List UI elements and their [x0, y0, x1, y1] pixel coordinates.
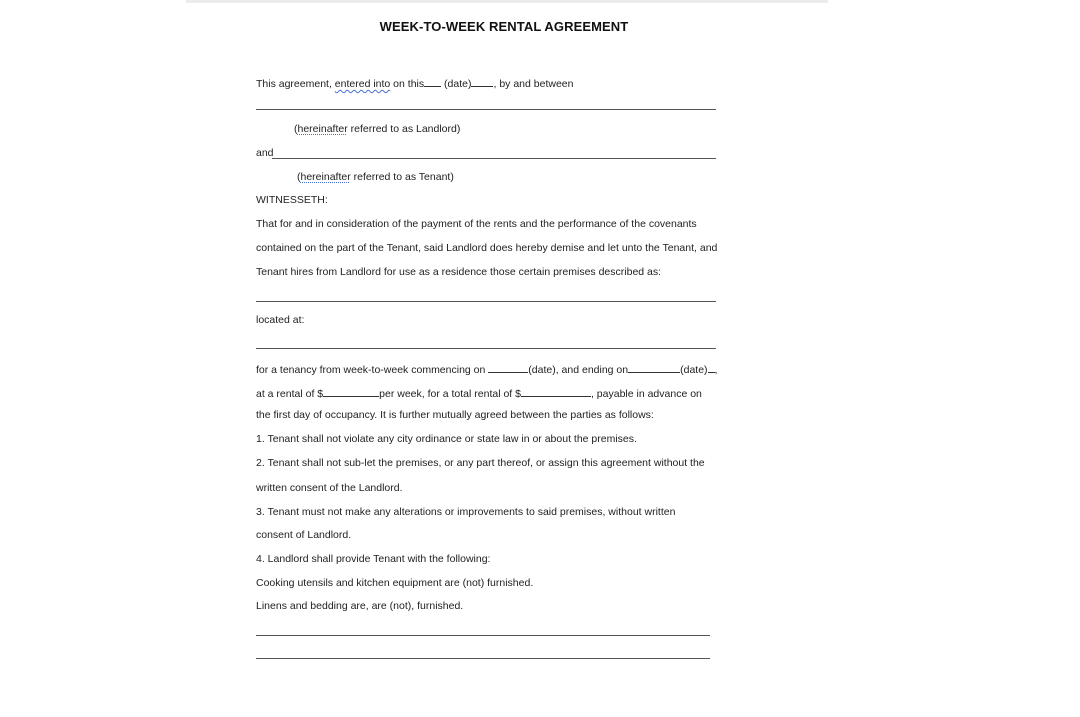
tenancy-commencing: for a tenancy from week-to-week commencing on	[256, 364, 489, 376]
intro-on-this: on this	[390, 78, 425, 90]
landlord-paren: (	[294, 123, 298, 135]
landlord-hereinafter: hereinafter	[297, 123, 348, 135]
premises-description-line	[256, 301, 716, 302]
clause-3-line-1: 3. Tenant must not make any alterations or improvements to said premises, without written	[256, 506, 676, 518]
blank-line-2	[256, 658, 710, 659]
rental-payable-label: , payable in advance on	[590, 388, 702, 400]
weekly-rent-blank	[323, 386, 379, 397]
intro-date-label: (date)	[441, 78, 472, 90]
rental-per-week-label: at a rental of $	[256, 388, 324, 400]
consideration-line-2: contained on the part of the Tenant, said Landlord does hereby demise and let unto the Tenant, and	[256, 242, 718, 254]
consideration-line-3: Tenant hires from Landlord for use as a residence those certain premises described as:	[256, 266, 662, 278]
intro-by-and-between: , by and between	[493, 78, 574, 90]
landlord-name-line	[256, 109, 716, 110]
day-blank	[424, 76, 441, 87]
start-date-blank	[488, 362, 528, 373]
intro-paragraph	[256, 76, 573, 91]
tenancy-ending: (date), and ending on	[528, 364, 629, 376]
tenant-hereinafter: hereinafter	[300, 171, 351, 183]
landlord-reference	[294, 123, 460, 136]
intro-text: This agreement,	[256, 78, 335, 90]
consideration-line-1: That for and in consideration of the payment of the rents and the performance of the covenants	[256, 218, 697, 230]
tenancy-end-date-label: (date)	[680, 364, 708, 376]
tenancy-line	[256, 362, 717, 377]
blank-line-1	[256, 635, 710, 636]
clause-2-line-1: 2. Tenant shall not sub-let the premises, or any part thereof, or assign this agreement without the	[256, 457, 705, 469]
tenant-name-line	[272, 158, 716, 159]
located-at-label: located at:	[256, 314, 305, 326]
date-blank	[471, 76, 493, 87]
total-rent-blank	[521, 386, 591, 397]
witnesseth-heading: WITNESSETH:	[256, 194, 328, 206]
landlord-referred-text: referred to as Landlord)	[347, 123, 461, 135]
document-title: WEEK-TO-WEEK RENTAL AGREEMENT	[379, 19, 629, 34]
page-top-edge	[186, 0, 828, 3]
clause-3-line-2: consent of Landlord.	[256, 529, 352, 541]
tenant-reference	[297, 171, 454, 184]
tenancy-comma: ,	[714, 364, 718, 376]
rental-total-label: per week, for a total rental of $	[379, 388, 521, 400]
linens-bedding-line: Linens and bedding are, are (not), furnished.	[256, 600, 464, 612]
occupancy-line: the first day of occupancy. It is further mutually agreed between the parties as follows:	[256, 409, 654, 421]
tenant-referred-text: referred to as Tenant)	[350, 171, 454, 183]
location-line	[256, 348, 716, 349]
clause-4: 4. Landlord shall provide Tenant with the following:	[256, 553, 491, 565]
clause-1: 1. Tenant shall not violate any city ordinance or state law in or about the premises.	[256, 433, 637, 445]
end-date-blank	[628, 362, 680, 373]
cooking-utensils-line: Cooking utensils and kitchen equipment are (not) furnished.	[256, 577, 534, 589]
tenant-paren: (	[297, 171, 301, 183]
and-label: and	[256, 147, 274, 159]
end-date-trailing-blank	[708, 362, 715, 373]
intro-entered-into: entered into	[334, 78, 391, 90]
clause-2-line-2: written consent of the Landlord.	[256, 482, 403, 494]
rental-line	[256, 386, 702, 401]
